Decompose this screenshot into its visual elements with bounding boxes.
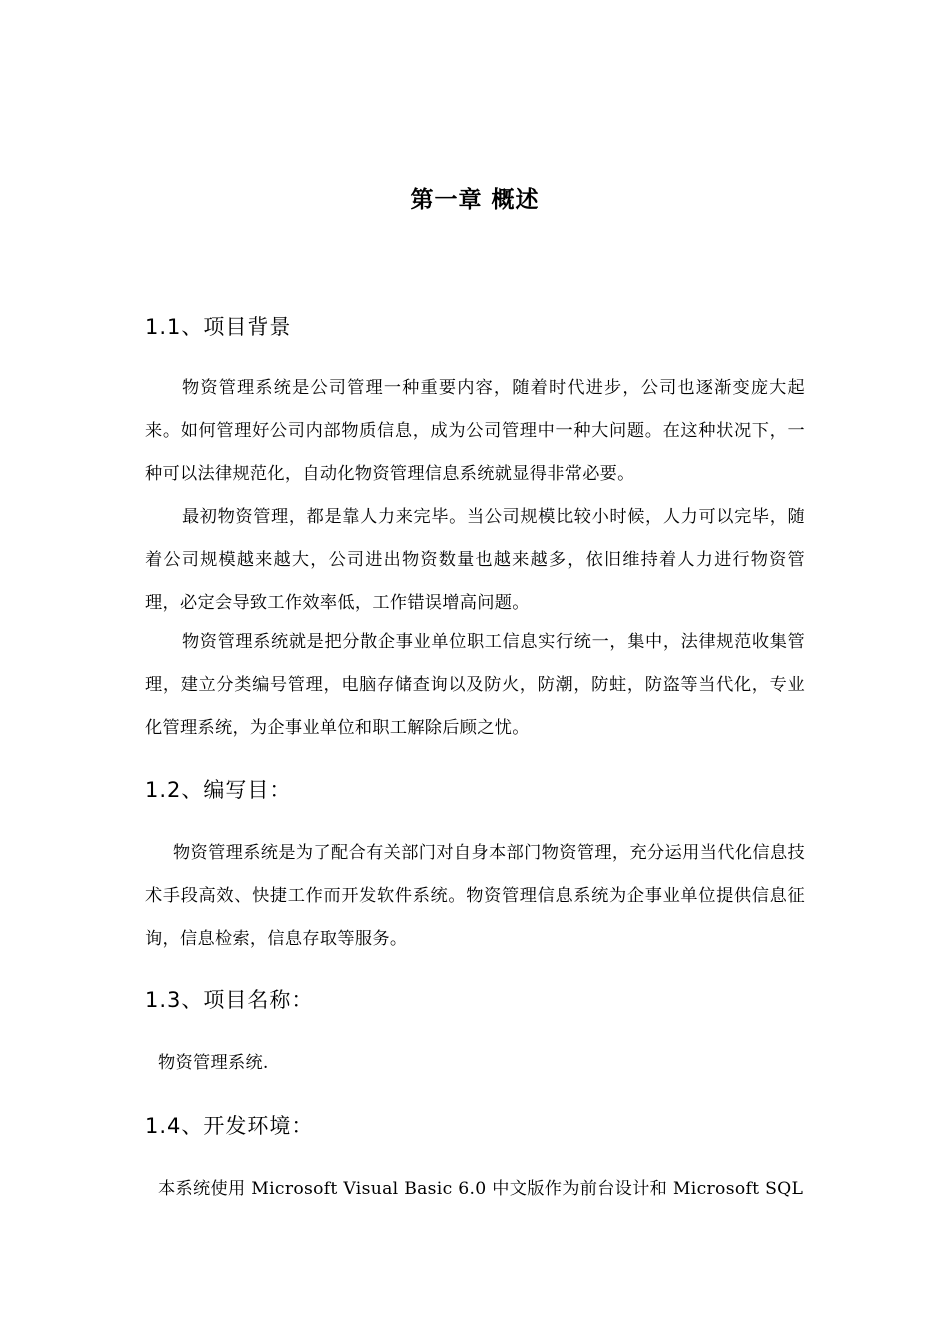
paragraph-background-2: 最初物资管理，都是靠人力来完毕。当公司规模比较小时候，人力可以完毕，随着公司规模越来越大，公司进出物资数量也越来越多，依旧维持着人力进行物资管理，必定会导致工作效率低，工作错误增高问题。 — [145, 507, 805, 614]
section-heading-1-3: 1.3、项目名称： — [145, 988, 314, 1012]
chapter-title: 第一章 概述 — [410, 187, 540, 213]
section-heading-1-4: 1.4、开发环境： — [145, 1114, 314, 1138]
section-heading-1-2: 1.2、编写目： — [145, 778, 292, 802]
paragraph-purpose: 物资管理系统是为了配合有关部门对自身本部门物资管理，充分运用当代化信息技术手段高效、快捷工作而开发软件系统。物资管理信息系统为企事业单位提供信息征询，信息检索，信息存取等服务。 — [145, 843, 805, 950]
section-heading-1-1: 1.1、项目背景 — [145, 315, 292, 339]
paragraph-background-1: 物资管理系统是公司管理一种重要内容，随着时代进步，公司也逐渐变庞大起来。如何管理好公司内部物质信息，成为公司管理中一种大问题。在这种状况下，一种可以法律规范化，自动化物资管理信息系统就显得非常必要。 — [145, 378, 805, 485]
paragraph-project-name: 物资管理系统. — [158, 1053, 269, 1073]
paragraph-dev-environment: 本系统使用 Microsoft Visual Basic 6.0 中文版作为前台设计和 Microsoft SQL — [158, 1179, 804, 1199]
paragraph-background-3: 物资管理系统就是把分散企事业单位职工信息实行统一，集中，法律规范收集管理，建立分类编号管理，电脑存储查询以及防火，防潮，防蛀，防盗等当代化，专业化管理系统，为企事业单位和职工解除后顾之忧。 — [145, 632, 805, 739]
